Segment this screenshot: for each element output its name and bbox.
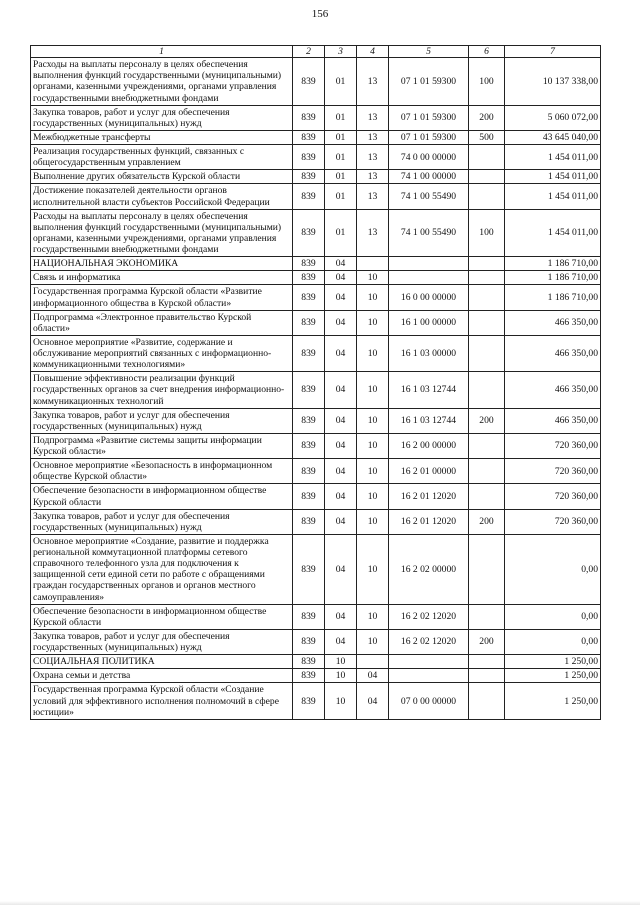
row-csr-cell: 07 1 01 59300: [389, 58, 469, 106]
row-sum-cell: 1 186 710,00: [505, 285, 601, 310]
row-name-cell: Охрана семьи и детства: [31, 669, 293, 683]
row-csr-cell: 16 1 03 12744: [389, 372, 469, 408]
table-row: [31, 509, 601, 534]
row-vr-cell: [469, 184, 505, 209]
row-sum-cell: 1 454 011,00: [505, 209, 601, 257]
row-vr-cell: 200: [469, 509, 505, 534]
row-name-cell: Государственная программа Курской области «Создание условий для эффективного исполнения полномочий в сфере юстиции»: [31, 683, 293, 719]
row-csr-cell: [389, 669, 469, 683]
table-row: [31, 604, 601, 629]
scan-edge: [0, 901, 640, 905]
row-name-cell: Закупка товаров, работ и услуг для обеспечения государственных (муниципальных) нужд: [31, 408, 293, 433]
row-csr-cell: 16 2 01 12020: [389, 509, 469, 534]
row-name-cell: Обеспечение безопасности в информационном обществе Курской области: [31, 484, 293, 509]
row-name-cell: Связь и информатика: [31, 271, 293, 285]
row-gr-cell: 839: [293, 534, 325, 604]
row-csr-cell: 16 1 03 00000: [389, 335, 469, 371]
row-sum-cell: 1 454 011,00: [505, 170, 601, 184]
row-sum-cell: 466 350,00: [505, 372, 601, 408]
row-pr-cell: [357, 257, 389, 271]
row-vr-cell: 200: [469, 629, 505, 654]
row-rz-cell: 04: [325, 459, 357, 484]
row-pr-cell: 10: [357, 484, 389, 509]
row-vr-cell: [469, 170, 505, 184]
row-gr-cell: 839: [293, 145, 325, 170]
row-csr-cell: 16 2 01 00000: [389, 459, 469, 484]
row-vr-cell: [469, 683, 505, 719]
row-pr-cell: 13: [357, 105, 389, 130]
table-row: [31, 433, 601, 458]
row-csr-cell: 07 1 01 59300: [389, 105, 469, 130]
row-gr-cell: 839: [293, 604, 325, 629]
row-name-cell: Расходы на выплаты персоналу в целях обеспечения выполнения функций государственными (муниципальными) органами, казенными учреждениями, органами управления государственными внебюджетными фондами: [31, 58, 293, 106]
row-gr-cell: 839: [293, 484, 325, 509]
header-col-1: 1: [31, 46, 293, 58]
row-sum-cell: 466 350,00: [505, 335, 601, 371]
row-csr-cell: 74 0 00 00000: [389, 145, 469, 170]
row-name-cell: Выполнение других обязательств Курской области: [31, 170, 293, 184]
row-vr-cell: 200: [469, 408, 505, 433]
row-sum-cell: 1 250,00: [505, 655, 601, 669]
row-rz-cell: 04: [325, 372, 357, 408]
row-name-cell: НАЦИОНАЛЬНАЯ ЭКОНОМИКА: [31, 257, 293, 271]
row-csr-cell: 16 2 01 12020: [389, 484, 469, 509]
row-gr-cell: 839: [293, 629, 325, 654]
table-row: [31, 271, 601, 285]
row-gr-cell: 839: [293, 257, 325, 271]
row-rz-cell: 04: [325, 335, 357, 371]
row-csr-cell: 16 2 00 00000: [389, 433, 469, 458]
table-row: [31, 285, 601, 310]
row-rz-cell: 04: [325, 604, 357, 629]
row-sum-cell: 1 454 011,00: [505, 184, 601, 209]
row-gr-cell: 839: [293, 209, 325, 257]
row-vr-cell: [469, 257, 505, 271]
row-name-cell: Достижение показателей деятельности органов исполнительной власти субъектов Российской Федерации: [31, 184, 293, 209]
row-csr-cell: 16 0 00 00000: [389, 285, 469, 310]
row-pr-cell: 13: [357, 145, 389, 170]
row-pr-cell: 10: [357, 271, 389, 285]
row-vr-cell: 200: [469, 105, 505, 130]
row-sum-cell: 720 360,00: [505, 509, 601, 534]
row-gr-cell: 839: [293, 170, 325, 184]
row-pr-cell: 13: [357, 184, 389, 209]
row-rz-cell: 04: [325, 509, 357, 534]
page-number: 156: [311, 8, 329, 20]
row-name-cell: Закупка товаров, работ и услуг для обеспечения государственных (муниципальных) нужд: [31, 105, 293, 130]
row-sum-cell: 43 645 040,00: [505, 130, 601, 144]
row-name-cell: Закупка товаров, работ и услуг для обеспечения государственных (муниципальных) нужд: [31, 509, 293, 534]
row-rz-cell: 01: [325, 58, 357, 106]
row-rz-cell: 04: [325, 629, 357, 654]
row-sum-cell: 1 250,00: [505, 669, 601, 683]
row-rz-cell: 01: [325, 209, 357, 257]
row-gr-cell: 839: [293, 285, 325, 310]
row-vr-cell: 500: [469, 130, 505, 144]
row-sum-cell: 720 360,00: [505, 459, 601, 484]
row-vr-cell: [469, 372, 505, 408]
row-name-cell: Межбюджетные трансферты: [31, 130, 293, 144]
row-pr-cell: 10: [357, 534, 389, 604]
row-gr-cell: 839: [293, 433, 325, 458]
table-body: [31, 58, 601, 720]
row-gr-cell: 839: [293, 271, 325, 285]
row-sum-cell: 1 454 011,00: [505, 145, 601, 170]
row-csr-cell: 07 0 00 00000: [389, 683, 469, 719]
row-csr-cell: 74 1 00 55490: [389, 184, 469, 209]
row-pr-cell: 13: [357, 58, 389, 106]
row-rz-cell: 01: [325, 145, 357, 170]
row-gr-cell: 839: [293, 105, 325, 130]
table-row: [31, 257, 601, 271]
row-name-cell: Подпрограмма «Электронное правительство Курской области»: [31, 310, 293, 335]
row-csr-cell: 74 1 00 55490: [389, 209, 469, 257]
row-name-cell: Реализация государственных функций, связанных с общегосударственным управлением: [31, 145, 293, 170]
header-col-4: 4: [357, 46, 389, 58]
row-name-cell: Расходы на выплаты персоналу в целях обеспечения выполнения функций государственными (муниципальными) органами, казенными учреждениями, органами управления государственными внебюджетными фондами: [31, 209, 293, 257]
row-sum-cell: 0,00: [505, 604, 601, 629]
row-csr-cell: 16 2 02 12020: [389, 604, 469, 629]
header-col-3: 3: [325, 46, 357, 58]
row-pr-cell: 13: [357, 130, 389, 144]
row-sum-cell: 1 250,00: [505, 683, 601, 719]
row-csr-cell: 74 1 00 00000: [389, 170, 469, 184]
row-vr-cell: [469, 655, 505, 669]
row-csr-cell: 07 1 01 59300: [389, 130, 469, 144]
row-vr-cell: 100: [469, 58, 505, 106]
row-sum-cell: 5 060 072,00: [505, 105, 601, 130]
row-rz-cell: 10: [325, 669, 357, 683]
row-pr-cell: 13: [357, 170, 389, 184]
row-rz-cell: 04: [325, 257, 357, 271]
row-name-cell: Государственная программа Курской области «Развитие информационного общества в Курской области»: [31, 285, 293, 310]
table-row: [31, 484, 601, 509]
row-rz-cell: 04: [325, 484, 357, 509]
table-row: [31, 683, 601, 719]
row-rz-cell: 04: [325, 271, 357, 285]
row-rz-cell: 10: [325, 683, 357, 719]
table-row: [31, 130, 601, 144]
row-vr-cell: 100: [469, 209, 505, 257]
row-sum-cell: 0,00: [505, 629, 601, 654]
row-gr-cell: 839: [293, 655, 325, 669]
row-name-cell: Подпрограмма «Развитие системы защиты информации Курской области»: [31, 433, 293, 458]
row-rz-cell: 01: [325, 105, 357, 130]
header-row: [31, 46, 601, 58]
table-row: [31, 408, 601, 433]
row-rz-cell: 01: [325, 184, 357, 209]
row-pr-cell: 10: [357, 310, 389, 335]
row-name-cell: Основное мероприятие «Безопасность в информационном обществе Курской области»: [31, 459, 293, 484]
row-rz-cell: 01: [325, 130, 357, 144]
row-vr-cell: [469, 433, 505, 458]
row-vr-cell: [469, 484, 505, 509]
row-csr-cell: 16 1 00 00000: [389, 310, 469, 335]
table-row: [31, 170, 601, 184]
budget-table: [30, 45, 601, 720]
header-col-2: 2: [293, 46, 325, 58]
row-csr-cell: [389, 655, 469, 669]
row-rz-cell: 01: [325, 170, 357, 184]
row-csr-cell: 16 1 03 12744: [389, 408, 469, 433]
row-name-cell: Повышение эффективности реализации функций государственных органов за счет внедрения информационно-коммуникационных технологий: [31, 372, 293, 408]
table-row: [31, 629, 601, 654]
row-pr-cell: 10: [357, 604, 389, 629]
row-gr-cell: 839: [293, 669, 325, 683]
row-vr-cell: [469, 669, 505, 683]
table-row: [31, 534, 601, 604]
row-csr-cell: [389, 271, 469, 285]
row-csr-cell: 16 2 02 00000: [389, 534, 469, 604]
row-gr-cell: 839: [293, 58, 325, 106]
row-pr-cell: 04: [357, 669, 389, 683]
row-gr-cell: 839: [293, 130, 325, 144]
table-row: [31, 145, 601, 170]
row-sum-cell: 1 186 710,00: [505, 271, 601, 285]
row-vr-cell: [469, 534, 505, 604]
table-row: [31, 372, 601, 408]
header-col-6: 6: [469, 46, 505, 58]
row-vr-cell: [469, 285, 505, 310]
row-sum-cell: 720 360,00: [505, 484, 601, 509]
table-row: [31, 335, 601, 371]
row-sum-cell: 720 360,00: [505, 433, 601, 458]
row-vr-cell: [469, 459, 505, 484]
row-gr-cell: 839: [293, 310, 325, 335]
row-pr-cell: 10: [357, 433, 389, 458]
row-name-cell: Обеспечение безопасности в информационном обществе Курской области: [31, 604, 293, 629]
row-vr-cell: [469, 335, 505, 371]
row-sum-cell: 0,00: [505, 534, 601, 604]
table-row: [31, 310, 601, 335]
table-row: [31, 655, 601, 669]
row-pr-cell: 10: [357, 335, 389, 371]
row-name-cell: Закупка товаров, работ и услуг для обеспечения государственных (муниципальных) нужд: [31, 629, 293, 654]
row-gr-cell: 839: [293, 335, 325, 371]
table-row: [31, 58, 601, 106]
row-rz-cell: 10: [325, 655, 357, 669]
row-name-cell: Основное мероприятие «Развитие, содержание и обслуживание мероприятий связанных с информационно-коммуникационными технологиями»: [31, 335, 293, 371]
row-gr-cell: 839: [293, 372, 325, 408]
row-pr-cell: 10: [357, 285, 389, 310]
row-sum-cell: 466 350,00: [505, 310, 601, 335]
row-rz-cell: 04: [325, 433, 357, 458]
table-row: [31, 105, 601, 130]
row-name-cell: Основное мероприятие «Создание, развитие и поддержка региональной коммутационной платформы сетевого справочного телефонного узла для подключения к защищенной сети единой сети по работе с обращениями граждан государственных органов и органов местного самоуправления»: [31, 534, 293, 604]
row-csr-cell: [389, 257, 469, 271]
row-vr-cell: [469, 145, 505, 170]
row-sum-cell: 1 186 710,00: [505, 257, 601, 271]
table-row: [31, 459, 601, 484]
row-pr-cell: [357, 655, 389, 669]
row-gr-cell: 839: [293, 683, 325, 719]
row-rz-cell: 04: [325, 285, 357, 310]
row-pr-cell: 10: [357, 629, 389, 654]
header-col-7: 7: [505, 46, 601, 58]
row-vr-cell: [469, 310, 505, 335]
row-pr-cell: 04: [357, 683, 389, 719]
row-gr-cell: 839: [293, 184, 325, 209]
row-vr-cell: [469, 271, 505, 285]
row-pr-cell: 10: [357, 372, 389, 408]
row-pr-cell: 10: [357, 459, 389, 484]
row-name-cell: СОЦИАЛЬНАЯ ПОЛИТИКА: [31, 655, 293, 669]
table-row: [31, 184, 601, 209]
row-gr-cell: 839: [293, 459, 325, 484]
row-rz-cell: 04: [325, 408, 357, 433]
row-sum-cell: 10 137 338,00: [505, 58, 601, 106]
row-gr-cell: 839: [293, 509, 325, 534]
row-rz-cell: 04: [325, 310, 357, 335]
row-gr-cell: 839: [293, 408, 325, 433]
row-sum-cell: 466 350,00: [505, 408, 601, 433]
row-pr-cell: 13: [357, 209, 389, 257]
row-vr-cell: [469, 604, 505, 629]
row-pr-cell: 10: [357, 509, 389, 534]
table-row: [31, 209, 601, 257]
row-pr-cell: 10: [357, 408, 389, 433]
row-rz-cell: 04: [325, 534, 357, 604]
row-csr-cell: 16 2 02 12020: [389, 629, 469, 654]
header-col-5: 5: [389, 46, 469, 58]
table-row: [31, 669, 601, 683]
